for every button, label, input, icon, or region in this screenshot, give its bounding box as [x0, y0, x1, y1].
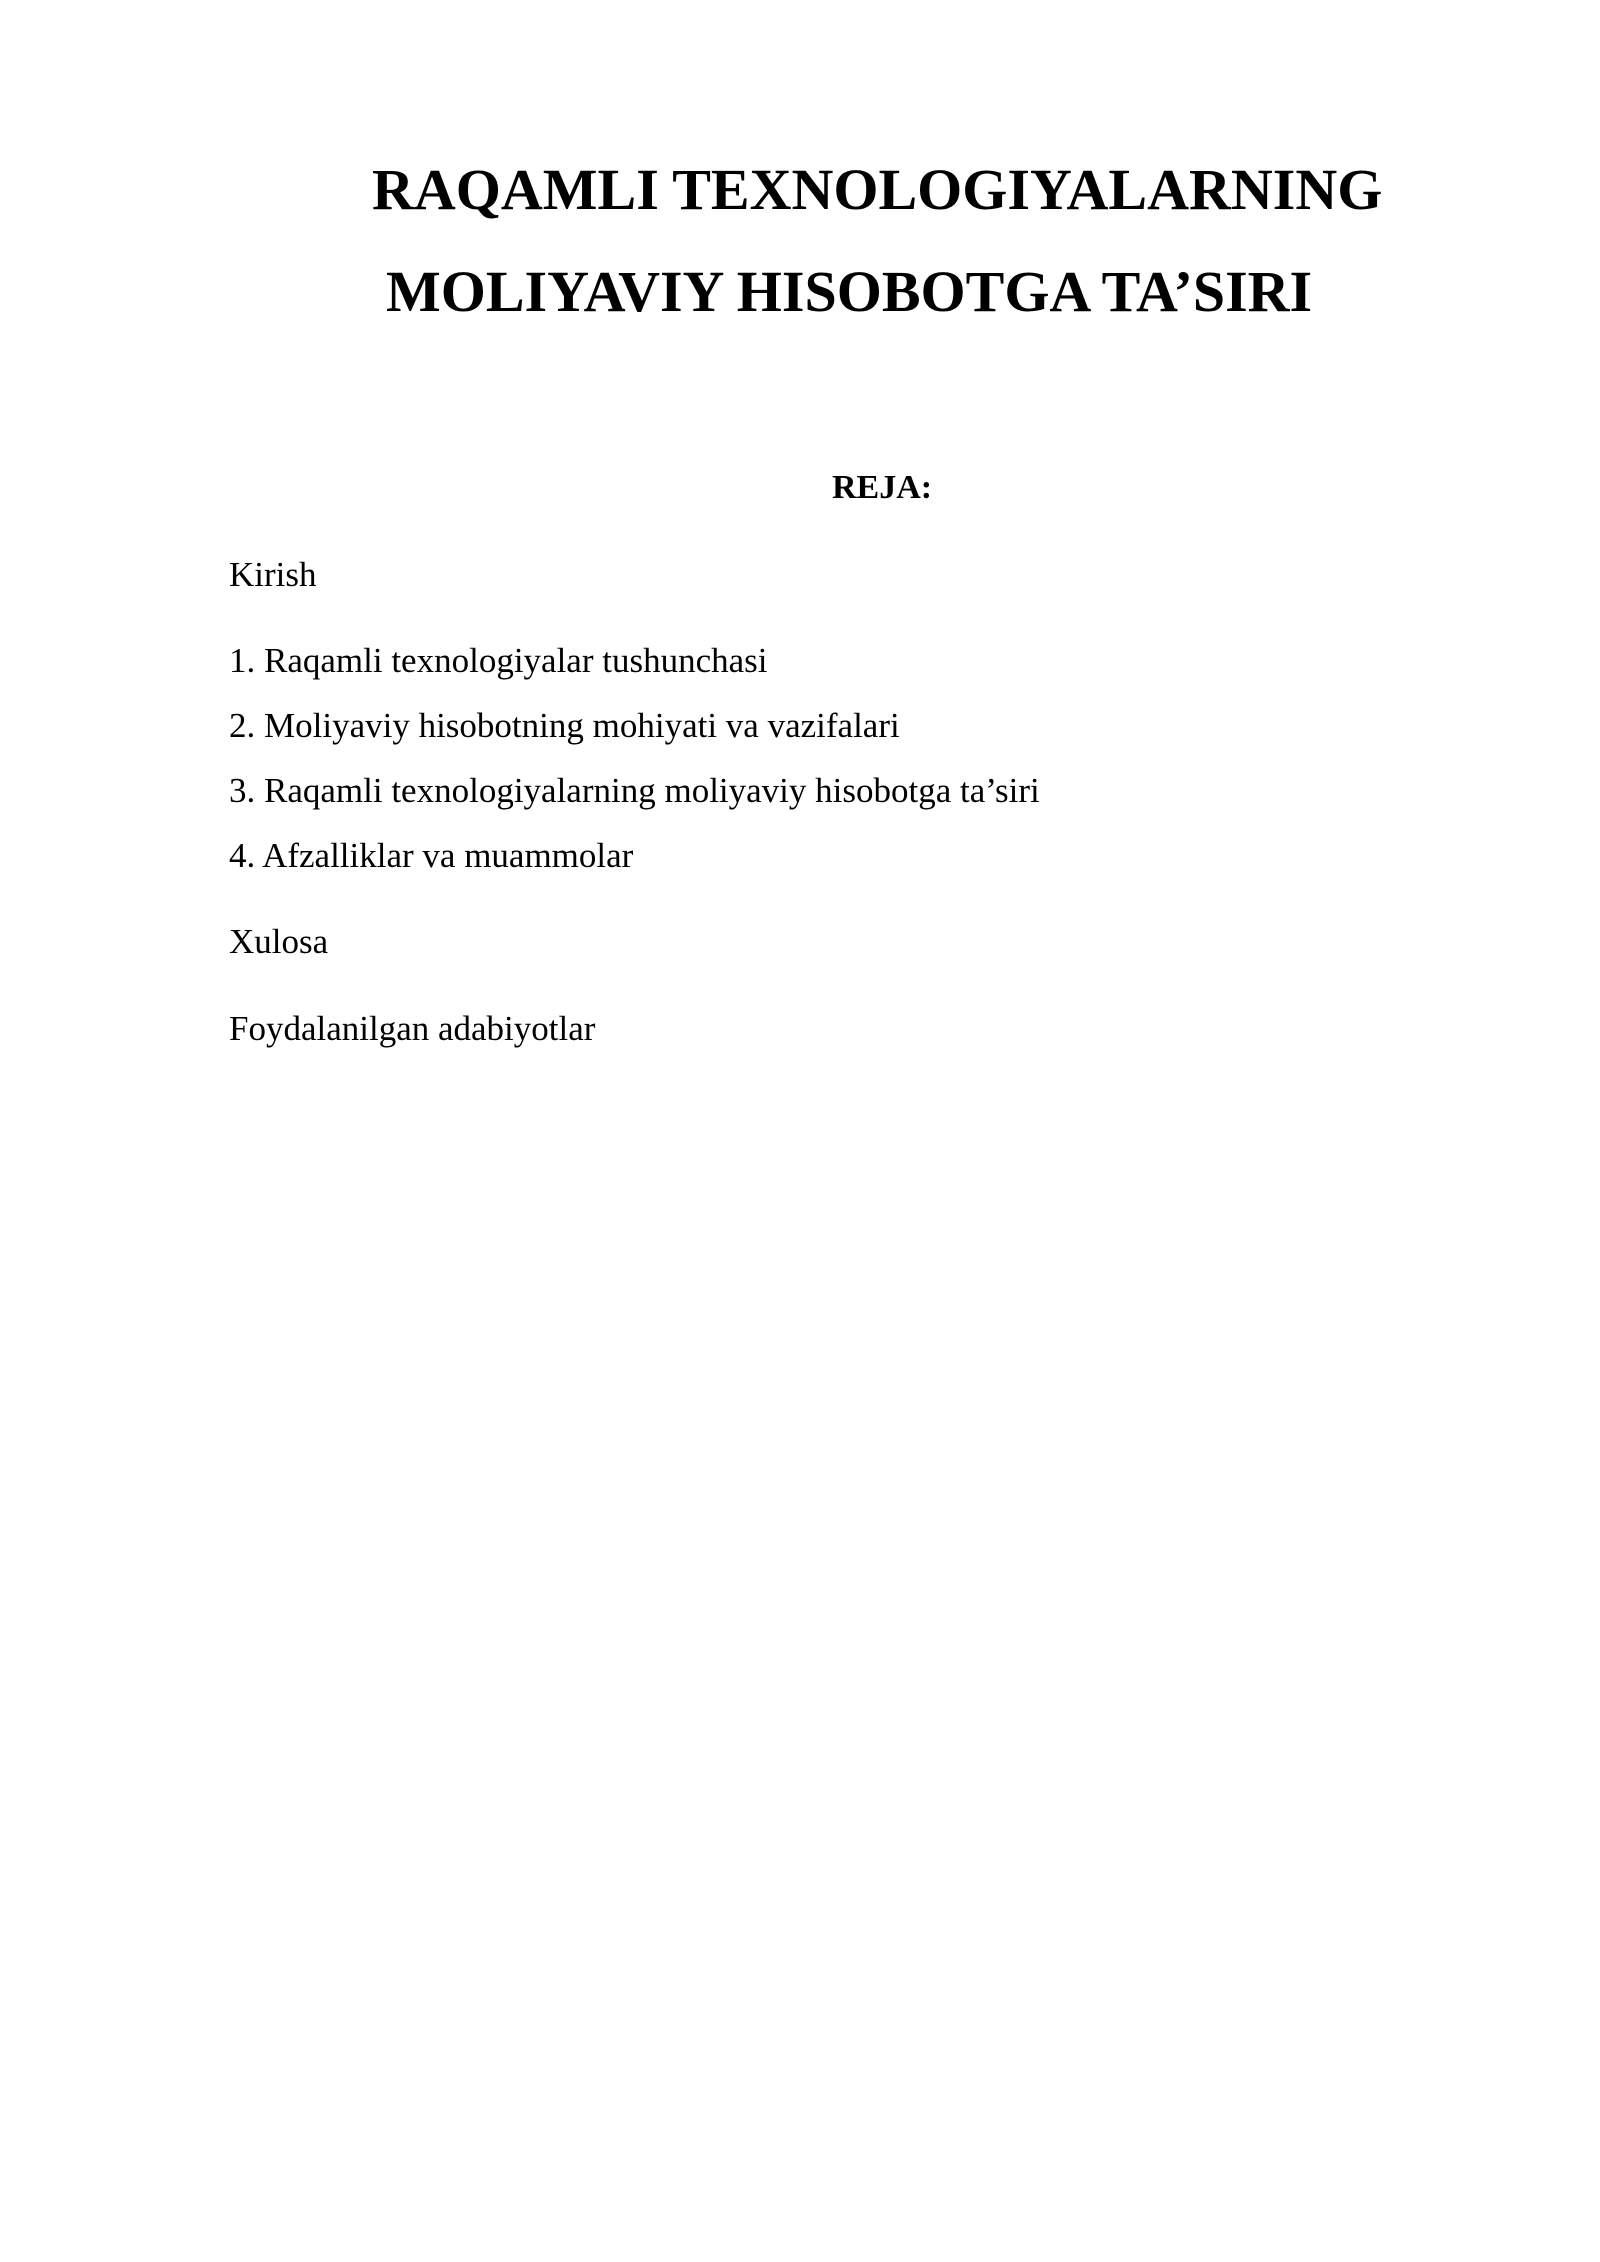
plan-item-references: Foydalanilgan adabiyotlar: [229, 1009, 596, 1048]
plan-item-3: 3. Raqamli texnologiyalarning moliyaviy hisobotga ta’siri: [229, 771, 1040, 810]
plan-item-conclusion: Xulosa: [229, 922, 329, 961]
document-title-line-2: MOLIYAVIY HISOBOTGA TA’SIRI: [386, 259, 1313, 324]
plan-heading: REJA:: [832, 469, 933, 506]
document-title-line-1: RAQAMLI TEXNOLOGIYALARNING: [372, 157, 1383, 222]
plan-item-1: 1. Raqamli texnologiyalar tushunchasi: [229, 641, 768, 680]
plan-item-4: 4. Afzalliklar va muammolar: [229, 836, 634, 875]
plan-item-2: 2. Moliyaviy hisobotning mohiyati va vazifalari: [229, 706, 900, 745]
plan-item-intro: Kirish: [229, 555, 317, 594]
